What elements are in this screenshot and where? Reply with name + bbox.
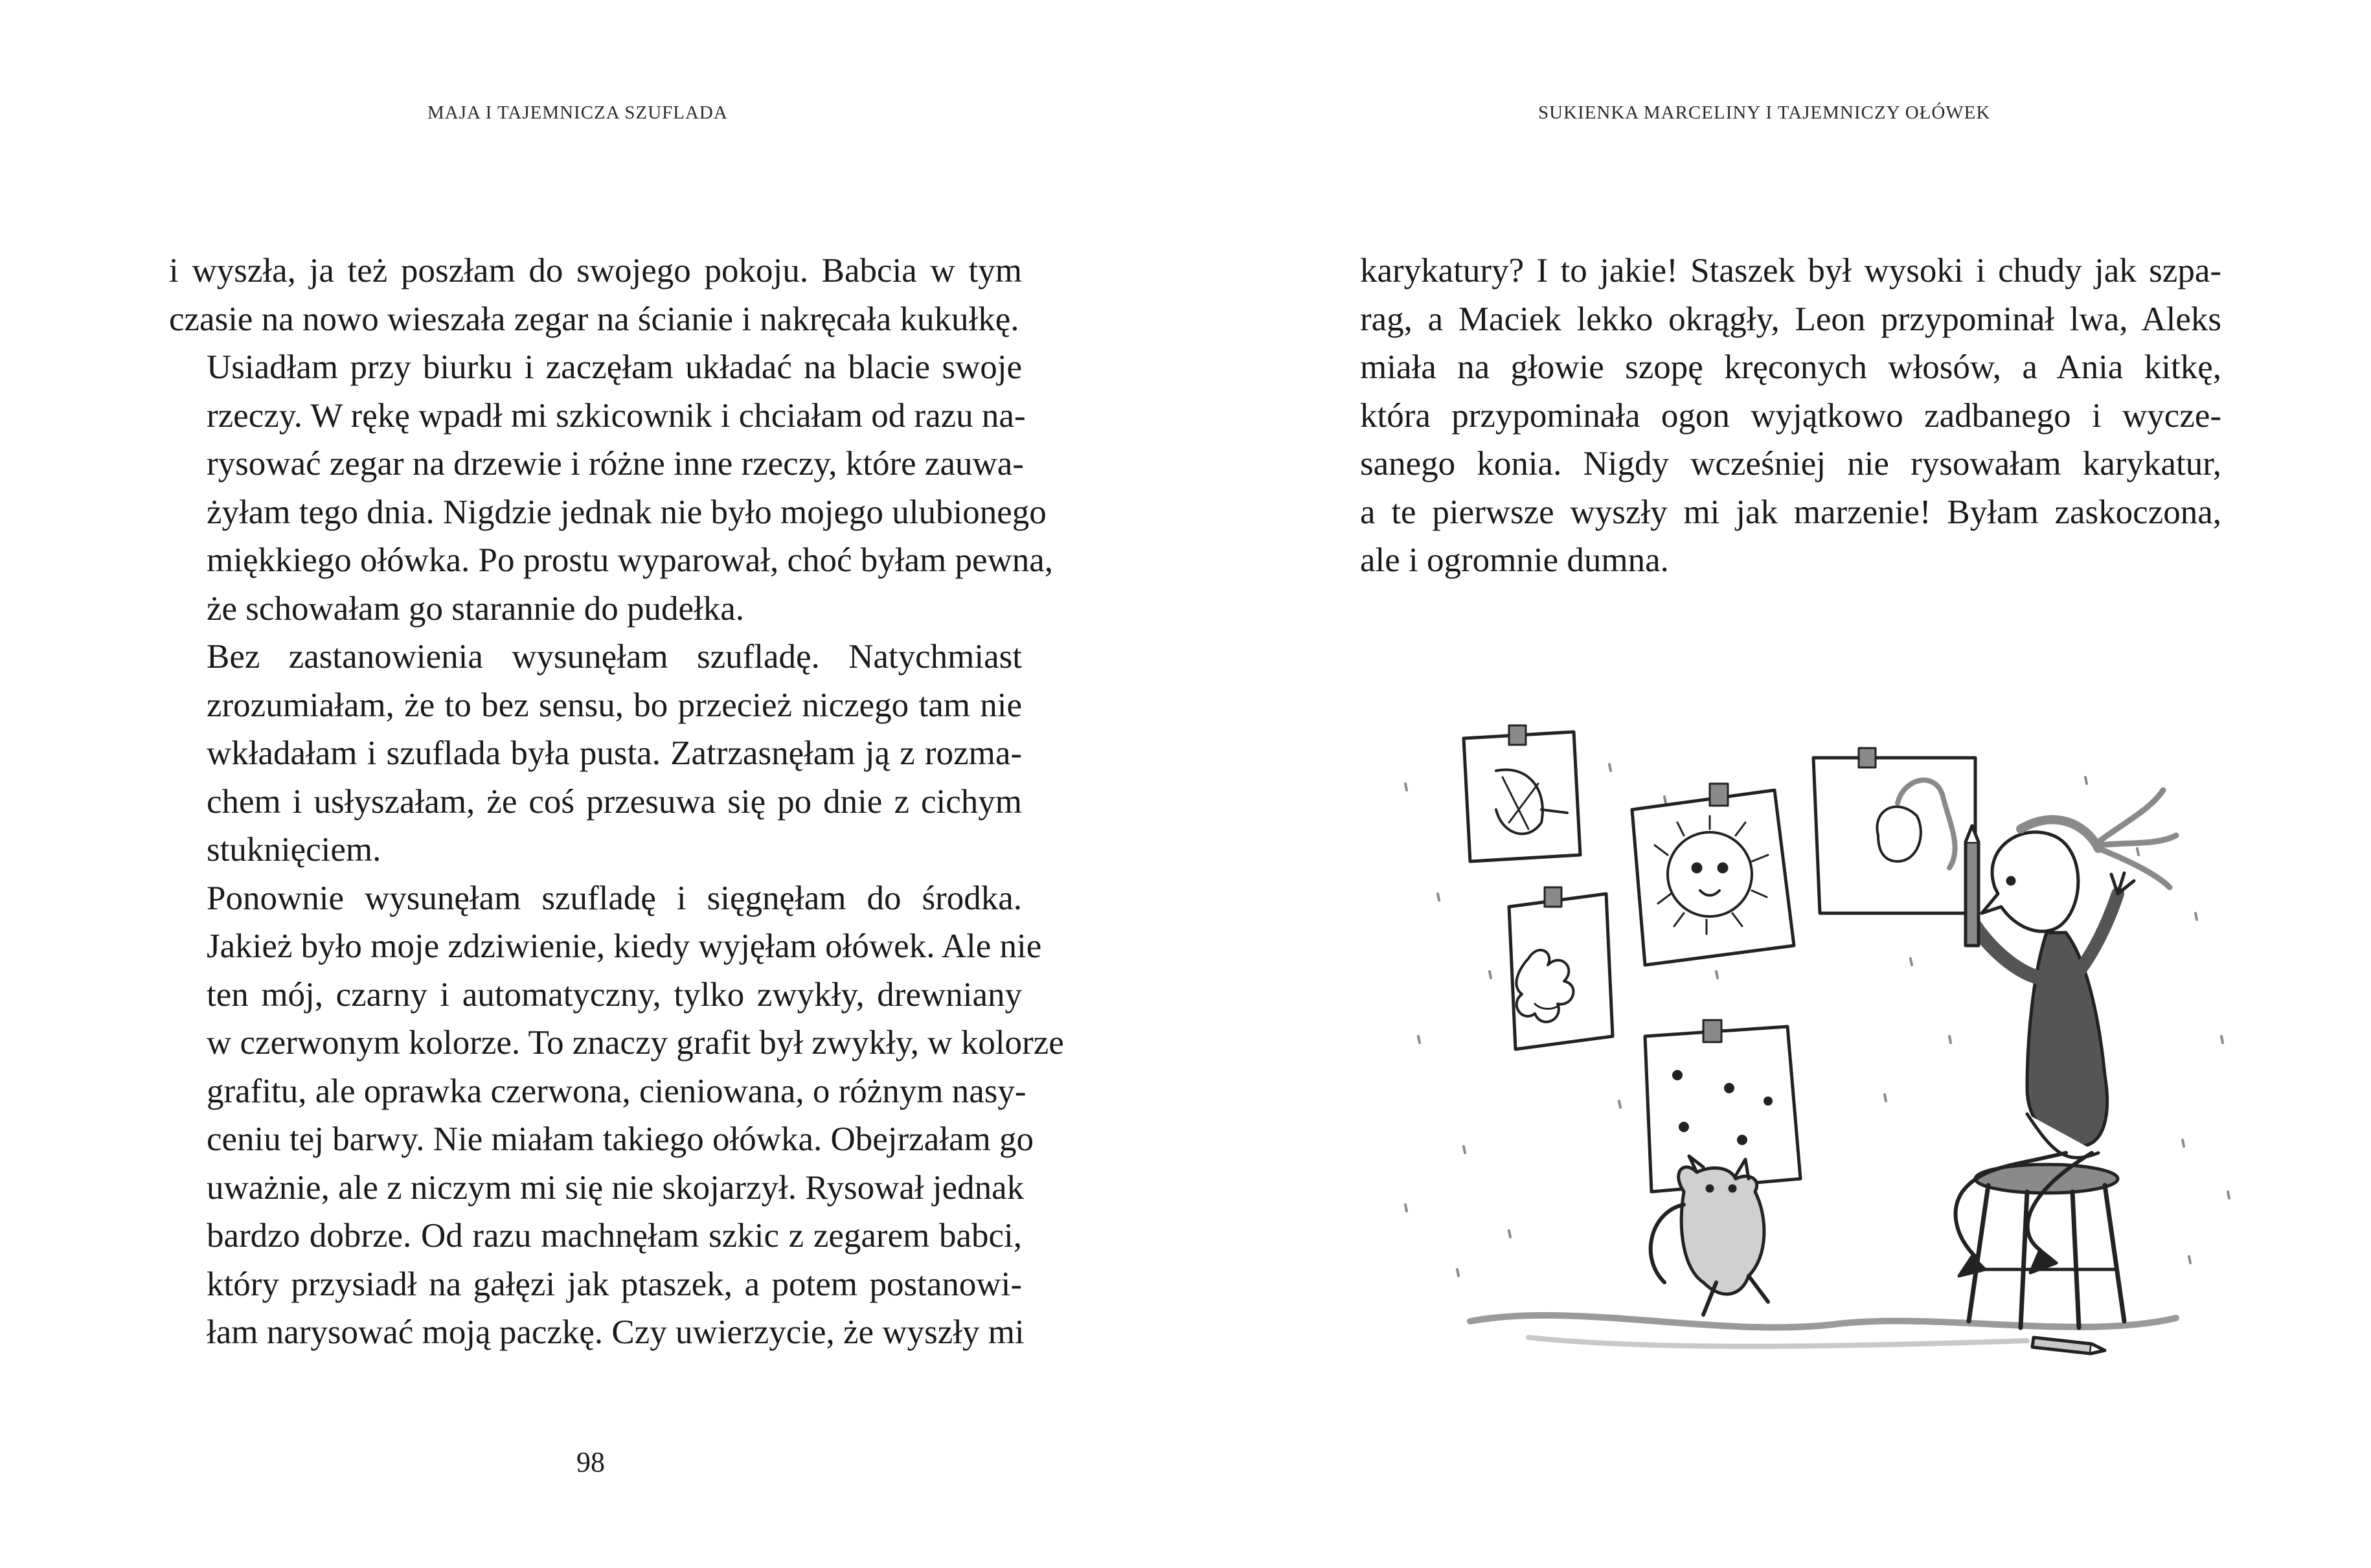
caricature-paper-scribble xyxy=(1464,725,1580,861)
paragraph xyxy=(169,874,1064,1357)
text-line: żyłam tego dnia. Nigdzie jednak nie było mojego ulubionego xyxy=(207,493,1047,531)
paragraph xyxy=(169,247,1022,343)
pencil-icon xyxy=(1966,826,1979,946)
text-line: który przysiadł na gałęzi jak ptaszek, a potem postanowi- xyxy=(207,1265,1022,1303)
text-line: czasie na nowo wieszała zegar na ścianie i nakręcała kukułkę. xyxy=(169,300,1019,338)
paragraph xyxy=(169,343,1054,633)
text-line: Jakież było moje zdziwienie, kiedy wyjęłam ołówek. Ale nie xyxy=(207,927,1042,965)
caricature-paper-curly xyxy=(1509,887,1613,1049)
text-line: zrozumiałam, że to bez sensu, bo przecież niczego tam nie xyxy=(207,686,1022,724)
text-line: chem i usłyszałam, że coś przesuwa się po dnie z cichym xyxy=(207,782,1022,821)
text-line: i wyszła, ja też poszłam do swojego pokoju. Babcia w tym xyxy=(169,252,1022,290)
text-line: wkładałam i szuflada była pusta. Zatrzasnęłam ją z rozma- xyxy=(207,734,1022,772)
right-body-text xyxy=(1360,247,2221,585)
paragraph xyxy=(1360,247,2221,585)
text-line: miękkiego ołówka. Po prostu wyparował, choć byłam pewna, xyxy=(207,541,1054,579)
text-line: Usiadłam przy biurku i zaczęłam układać na blacie swoje xyxy=(207,348,1022,386)
left-running-head: MAJA I TAJEMNICZA SZUFLADA xyxy=(427,102,728,123)
girl-drawing-caricatures-illustration xyxy=(1379,699,2273,1386)
text-line: grafitu, ale oprawka czerwona, cieniowana, o różnym nasy- xyxy=(207,1072,1027,1110)
text-line: rzeczy. W rękę wpadł mi szkicownik i chciałam od razu na- xyxy=(207,396,1026,435)
text-line: a te pierwsze wyszły mi jak marzenie! Byłam zaskoczona, xyxy=(1360,493,2221,531)
text-line: bardzo dobrze. Od razu machnęłam szkic z zegarem babci, xyxy=(207,1217,1022,1255)
text-line: w czerwonym kolorze. To znaczy grafit był zwykły, w kolorze xyxy=(207,1024,1064,1062)
text-line: rysować zegar na drzewie i różne inne rzeczy, które zauwa- xyxy=(207,445,1024,483)
right-running-head: SUKIENKA MARCELINY I TAJEMNICZY OŁÓWEK xyxy=(1538,102,1991,123)
text-line: karykatury? I to jakie! Staszek był wysoki i chudy jak szpa- xyxy=(1360,252,2221,290)
left-page xyxy=(0,0,1185,1568)
caricature-paper-pawprints xyxy=(1645,1020,1800,1192)
text-line: ale i ogromnie dumna. xyxy=(1360,541,1669,579)
text-line: która przypominała ogon wyjątkowo zadbanego i wycze- xyxy=(1360,396,2221,435)
text-line: miała na głowie szopę kręconych włosów, a Ania kitkę, xyxy=(1360,348,2221,386)
paragraph xyxy=(169,633,1022,874)
girl-figure xyxy=(1956,790,2176,1276)
left-body-text xyxy=(169,247,1064,1357)
caricature-paper-ponytail xyxy=(1813,748,1975,913)
floor-shadow xyxy=(1470,1315,2176,1328)
text-line: Ponownie wysunęłam szufladę i sięgnęłam do środka. xyxy=(207,879,1022,917)
dropped-pencil-icon xyxy=(2032,1337,2105,1354)
text-line: Bez zastanowienia wysunęłam szufladę. Natychmiast xyxy=(207,638,1022,676)
caricature-paper-lion xyxy=(1632,784,1794,965)
text-line: rag, a Maciek lekko okrągły, Leon przypominał lwa, Aleks xyxy=(1360,300,2221,338)
text-line: ceniu tej barwy. Nie miałam takiego ołówka. Obejrzałam go xyxy=(207,1120,1034,1158)
text-line: stuknięciem. xyxy=(207,831,381,869)
text-line: że schowałam go starannie do pudełka. xyxy=(207,589,745,628)
right-page xyxy=(1185,0,2371,1568)
text-line: ten mój, czarny i automatyczny, tylko zwykły, drewniany xyxy=(207,975,1022,1014)
text-line: uważnie, ale z niczym mi się nie skojarzył. Rysował jednak xyxy=(207,1168,1025,1207)
page-number: 98 xyxy=(576,1446,605,1478)
text-line: łam narysować moją paczkę. Czy uwierzycie, że wyszły mi xyxy=(207,1313,1025,1351)
text-line: sanego konia. Nigdy wcześniej nie rysowałam karykatur, xyxy=(1360,445,2221,483)
